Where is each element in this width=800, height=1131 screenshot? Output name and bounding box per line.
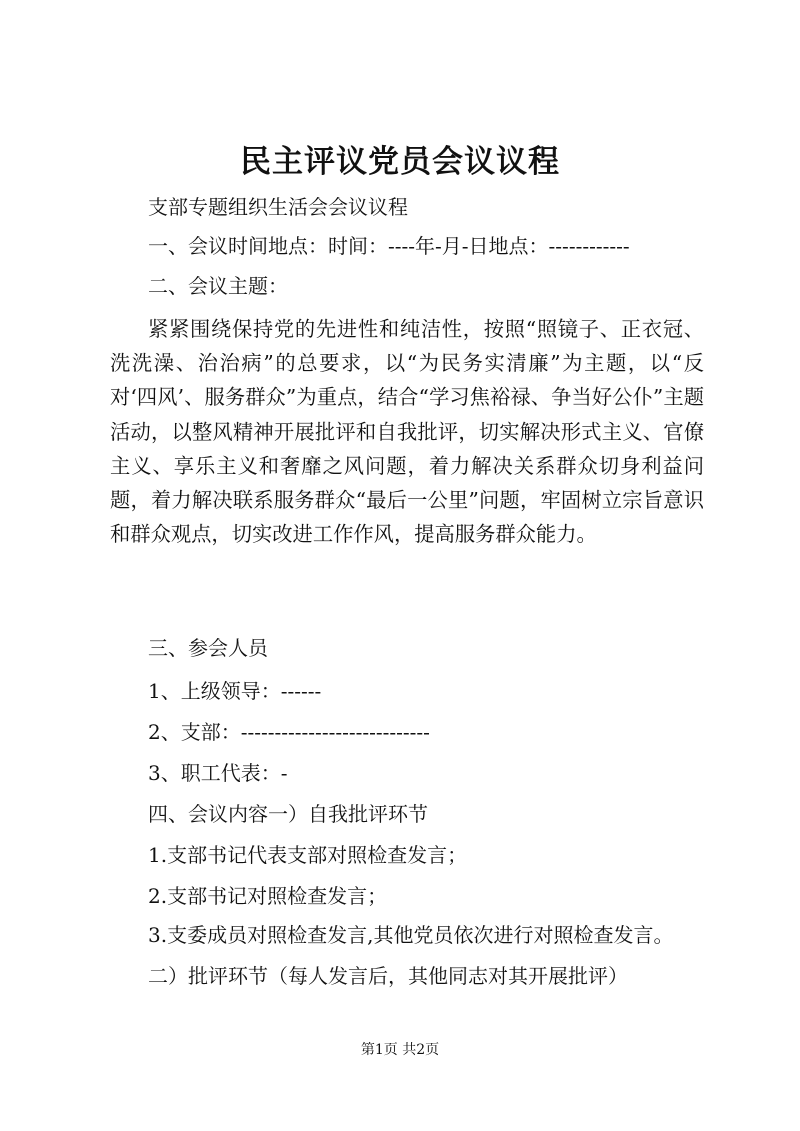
section-two-heading: 二、会议主题： bbox=[148, 274, 288, 298]
section-three-heading: 三、参会人员 bbox=[148, 636, 268, 660]
attendee-staff-representatives: 3、职工代表：- bbox=[148, 761, 288, 785]
self-criticism-step-2: 2.支部书记对照检查发言； bbox=[148, 884, 388, 908]
attendee-branch: 2、支部：---------------------------- bbox=[148, 720, 430, 744]
page-number-footer: 第1页 共2页 bbox=[360, 1042, 440, 1058]
theme-paragraph: 紧紧围绕保持党的先进性和纯洁性，按照“照镜子、正衣冠、洗洗澡、治治病”的总要求，以“为民务实清廉”为主题，以“反对‘四风’、服务群众”为重点，结合“学习焦裕禄、争当好公仆”主题活动，以整风精神开展批评和自我批评，切实解决形式主义、官僚主义、享乐主义和奢靡之风问题，着力解决关系群众切身利益问题，着力解决联系服务群众“最后一公里”问题，牢固树立宗旨意识和群众观点，切实改进工作作风，提高服务群众能力。 bbox=[110, 317, 704, 547]
criticism-section-heading: 二）批评环节（每人发言后，其他同志对其开展批评） bbox=[148, 964, 628, 988]
self-criticism-step-3: 3.支委成员对照检查发言,其他党员依次进行对照检查发言。 bbox=[148, 923, 674, 947]
subtitle: 支部专题组织生活会会议议程 bbox=[148, 195, 408, 219]
section-four-heading: 四、会议内容一）自我批评环节 bbox=[148, 802, 428, 826]
self-criticism-step-1: 1.支部书记代表支部对照检查发言； bbox=[148, 843, 468, 867]
section-one-time-location: 一、会议时间地点：时间：----年-月-日地点：------------ bbox=[148, 234, 630, 258]
document-title: 民主评议党员会议议程 bbox=[240, 144, 560, 180]
attendee-superior-leaders: 1、上级领导：------ bbox=[148, 679, 322, 703]
